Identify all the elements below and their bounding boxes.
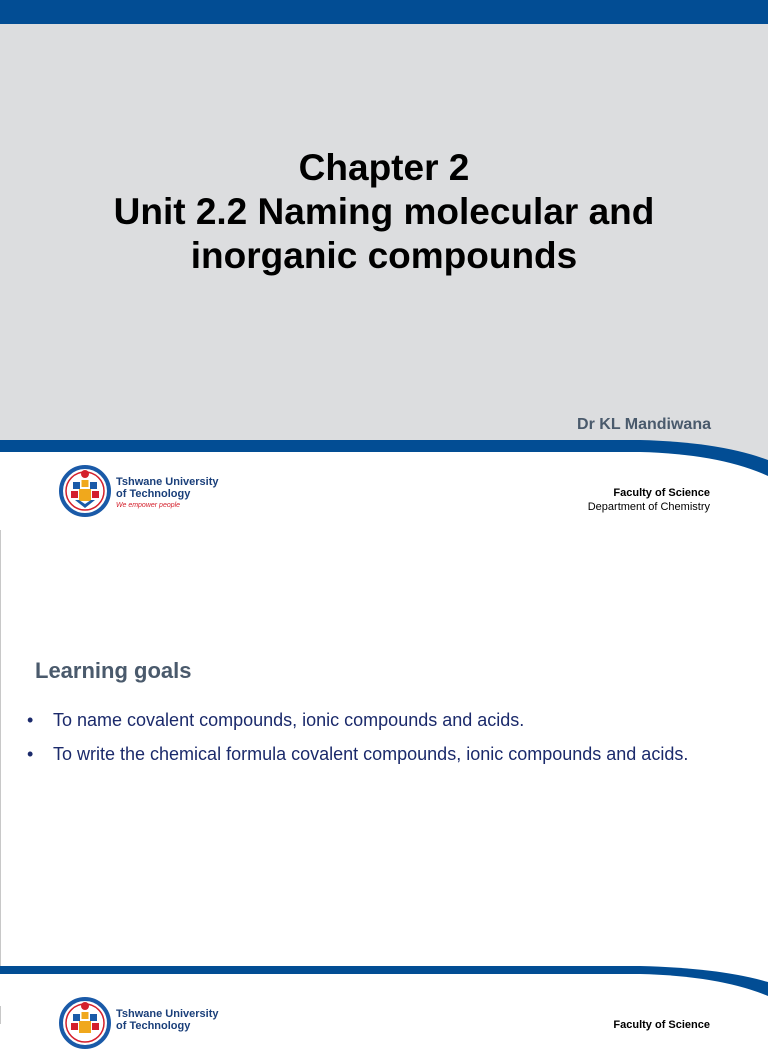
list-item [27,702,727,738]
tut-emblem-icon [58,996,112,1050]
top-brand-bar [0,0,768,24]
university-name-line-2: of Technology [116,488,191,500]
university-logo-bottom [58,996,258,1050]
title-line-2: Unit 2.2 Naming molecular and [113,191,655,232]
bullet-icon: • [27,710,34,730]
bullet-text: To name covalent compounds, ionic compounds and acids. [53,710,525,730]
university-name-line-1: Tshwane University [116,1008,219,1020]
faculty-name: Faculty of Science [613,487,710,499]
list-item [27,736,727,772]
learning-goals-slide [0,530,768,1032]
university-logo [58,464,258,518]
department-name: Department of Chemistry [587,501,710,513]
university-name-line-1: Tshwane University [116,476,219,488]
faculty-info [588,486,710,514]
learning-goals-heading: Learning goals [35,658,192,683]
university-tagline: We empower people [116,502,181,509]
author-name: Dr KL Mandiwana [577,416,711,433]
title-line-1: Chapter 2 [298,147,470,188]
slide-edge [0,530,1,1024]
bullet-text: To write the chemical formula covalent compounds, ionic compounds and acids. [53,744,689,764]
title-line-3: inorganic compounds [190,235,578,276]
learning-goals-list [27,702,727,770]
bullet-icon: • [27,744,34,764]
tut-emblem-icon [58,464,112,518]
university-name-line-2: of Technology [116,1020,191,1032]
faculty-name: Faculty of Science [613,1019,710,1031]
faculty-info-bottom [613,1018,710,1032]
slide-title [0,146,768,278]
